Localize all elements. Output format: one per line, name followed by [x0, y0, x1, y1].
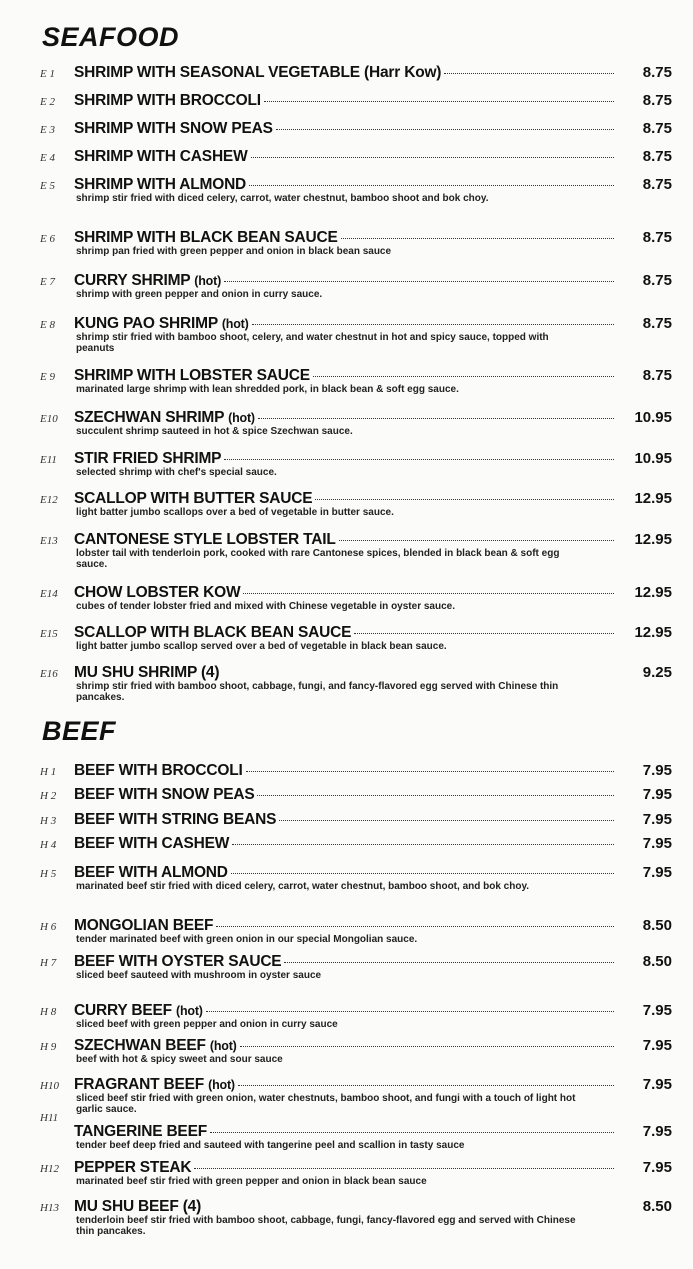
item-code: H 8: [40, 1006, 57, 1018]
item-name: [74, 92, 261, 110]
dot-leader: [354, 633, 614, 634]
item-name: [74, 1159, 191, 1177]
dot-leader: [315, 499, 614, 500]
item-code: H 6: [40, 921, 57, 933]
item-name-text: SZECHWAN SHRIMP: [74, 409, 225, 426]
menu-item: [40, 450, 672, 478]
item-code: E 4: [40, 152, 55, 164]
menu-item: [40, 762, 672, 782]
item-name-text: MU SHU SHRIMP (4): [74, 664, 220, 681]
item-name-text: SZECHWAN BEEF: [74, 1037, 206, 1054]
item-price: 7.95: [642, 1002, 672, 1019]
item-code: H12: [40, 1163, 59, 1175]
item-name-text: SHRIMP WITH BROCCOLI: [74, 92, 261, 109]
item-code: E 1: [40, 68, 55, 80]
dot-leader: [194, 1168, 614, 1169]
item-name: [74, 272, 221, 290]
item-code: E 7: [40, 276, 55, 288]
item-description: sliced beef stir fried with green onion, water chestnuts, bamboo shoot, and fungi with a touch of light hot garlic sauce.: [76, 1093, 576, 1115]
item-name: [74, 664, 219, 682]
item-description: light batter jumbo scallop served over a bed of vegetable in black bean sauce.: [76, 641, 447, 652]
dot-leader: [339, 540, 614, 541]
item-price: 8.75: [642, 272, 672, 289]
item-price: 8.50: [642, 953, 672, 970]
menu-item: [40, 917, 672, 945]
item-name: [74, 531, 336, 549]
dot-leader: [276, 129, 614, 130]
item-description: marinated large shrimp with lean shredded pork, in black bean & soft egg sauce.: [76, 384, 459, 395]
dot-leader: [257, 795, 614, 796]
item-name-text: STIR FRIED SHRIMP: [74, 450, 222, 467]
item-code: E10: [40, 413, 58, 425]
item-heat-note: (hot): [209, 1039, 237, 1053]
item-code: H 3: [40, 815, 57, 827]
item-code: E14: [40, 588, 58, 600]
menu-item: [40, 120, 672, 140]
item-description: tenderloin beef stir fried with bamboo shoot, cabbage, fungi, fancy-flavored egg and served with Chinese thin pancakes.: [76, 1215, 576, 1237]
item-name: [74, 450, 221, 468]
item-description: sliced beef sauteed with mushroom in oyster sauce: [76, 970, 322, 981]
item-name-text: SCALLOP WITH BUTTER SAUCE: [74, 490, 313, 507]
item-code: E 2: [40, 96, 55, 108]
dot-leader: [279, 820, 614, 821]
item-name: [74, 148, 248, 166]
item-description: shrimp pan fried with green pepper and onion in black bean sauce: [76, 246, 392, 257]
item-price: 7.95: [642, 762, 672, 779]
menu-item: [40, 367, 672, 395]
item-name: [74, 64, 441, 82]
item-name-text: MONGOLIAN BEEF: [74, 917, 214, 934]
item-description: succulent shrimp sauteed in hot & spice Szechwan sauce.: [76, 426, 353, 437]
dot-leader: [252, 324, 614, 325]
dot-leader: [240, 1046, 614, 1047]
dot-leader: [251, 157, 615, 158]
item-name-text: SHRIMP WITH SNOW PEAS: [74, 120, 273, 137]
item-code: H 4: [40, 839, 57, 851]
item-code: E 8: [40, 319, 55, 331]
menu-item: [40, 584, 672, 612]
item-name-text: BEEF WITH STRING BEANS: [74, 811, 277, 828]
item-heat-note: (hot): [221, 317, 249, 331]
item-name: [74, 1037, 237, 1055]
dot-leader: [231, 873, 614, 874]
item-code: H 5: [40, 868, 57, 880]
item-name: [74, 315, 249, 333]
menu-item-line: [40, 762, 672, 782]
item-price: 7.95: [642, 835, 672, 852]
menu-item: [40, 176, 672, 204]
dot-leader: [238, 1085, 614, 1086]
item-code: E 6: [40, 233, 55, 245]
item-price: 8.50: [642, 1198, 672, 1215]
item-code: H 9: [40, 1041, 57, 1053]
item-price: 8.75: [642, 64, 672, 81]
item-name-text: KUNG PAO SHRIMP: [74, 315, 218, 332]
item-heat-note: (hot): [194, 274, 222, 288]
item-name: [74, 864, 228, 882]
item-name-text: FRAGRANT BEEF: [74, 1076, 205, 1093]
item-price: 10.95: [634, 450, 672, 467]
item-code: H 1: [40, 766, 57, 778]
item-price: 7.95: [642, 1123, 672, 1140]
menu-item: [40, 835, 672, 855]
dot-leader: [243, 593, 614, 594]
item-name-text: SHRIMP WITH LOBSTER SAUCE: [74, 367, 310, 384]
item-name-text: SHRIMP WITH ALMOND: [74, 176, 247, 193]
item-price: 12.95: [634, 490, 672, 507]
item-name: [74, 584, 240, 602]
menu-item: [40, 148, 672, 168]
item-price: 8.75: [642, 120, 672, 137]
seafood-title: SEAFOOD: [42, 22, 180, 52]
item-name: [74, 1198, 201, 1216]
item-price: 8.75: [642, 92, 672, 109]
item-name-text: PEPPER STEAK: [74, 1159, 192, 1176]
item-name: [74, 1123, 207, 1141]
item-description: light batter jumbo scallops over a bed of vegetable in butter sauce.: [76, 507, 394, 518]
item-name-text: BEEF WITH SNOW PEAS: [74, 786, 255, 803]
item-name-text: BEEF WITH BROCCOLI: [74, 762, 243, 779]
item-code: E 5: [40, 180, 55, 192]
beef-title: BEEF: [42, 716, 117, 746]
menu-item: [40, 1076, 672, 1115]
item-name-text: SHRIMP WITH CASHEW: [74, 148, 248, 165]
item-code: E 9: [40, 371, 55, 383]
item-code: H10: [40, 1080, 59, 1092]
item-name: [74, 367, 310, 385]
item-description: selected shrimp with chef's special sauce.: [76, 467, 277, 478]
menu-item: [40, 864, 672, 892]
item-name: [74, 762, 243, 780]
menu-item-line: [40, 811, 672, 831]
dot-leader: [232, 844, 614, 845]
item-price: 8.75: [642, 229, 672, 246]
item-price: 7.95: [642, 1076, 672, 1093]
item-price: 7.95: [642, 1159, 672, 1176]
item-name-text: BEEF WITH ALMOND: [74, 864, 228, 881]
item-heat-note: (hot): [208, 1078, 235, 1092]
item-description: tender beef deep fried and sauteed with tangerine peel and scallion in tasty sauce: [76, 1140, 465, 1151]
menu-item: [40, 272, 672, 300]
item-code: H 2: [40, 790, 57, 802]
menu-item: [40, 1037, 672, 1065]
item-heat-note: (hot): [228, 411, 255, 425]
item-description: lobster tail with tenderloin pork, cooked with rare Cantonese spices, blended in black bean & soft egg sauce.: [76, 548, 560, 570]
item-price: 8.75: [642, 148, 672, 165]
item-name: [74, 953, 281, 971]
dot-leader: [284, 962, 614, 963]
item-name: [74, 176, 246, 194]
item-name-text: SHRIMP WITH SEASONAL VEGETABLE (Harr Kow): [74, 64, 442, 81]
menu-item-line: [40, 64, 672, 84]
item-code: E12: [40, 494, 58, 506]
item-price: 12.95: [634, 584, 672, 601]
item-name-text: CANTONESE STYLE LOBSTER TAIL: [74, 531, 336, 548]
item-code-h11: H11: [40, 1112, 59, 1124]
item-description: shrimp stir fried with diced celery, carrot, water chestnut, bamboo shoot and bok choy.: [76, 193, 489, 204]
item-price: 7.95: [642, 1037, 672, 1054]
item-code: H13: [40, 1202, 59, 1214]
item-description: sliced beef with green pepper and onion in curry sauce: [76, 1019, 338, 1030]
menu-item: [40, 1198, 672, 1237]
item-name-text: BEEF WITH OYSTER SAUCE: [74, 953, 282, 970]
item-price: 12.95: [634, 531, 672, 548]
item-description: shrimp stir fried with bamboo shoot, celery, and water chestnut in hot and spicy sauce, topped with peanuts: [76, 332, 549, 354]
menu-item: [40, 64, 672, 84]
item-name: [74, 120, 273, 138]
menu-item: [40, 229, 672, 257]
menu-item: [40, 786, 672, 806]
item-heat-note: (hot): [176, 1004, 203, 1018]
dot-leader: [206, 1011, 614, 1012]
dot-leader: [444, 73, 614, 74]
dot-leader: [341, 238, 614, 239]
menu-item: [40, 409, 672, 437]
item-description: shrimp stir fried with bamboo shoot, cabbage, fungi, and fancy-flavored egg served with Chinese thin pancakes.: [76, 681, 559, 703]
item-description: marinated beef stir fried with green pepper and onion in black bean sauce: [76, 1176, 427, 1187]
item-price: 9.25: [642, 664, 672, 681]
item-name: [74, 409, 255, 427]
menu-item-line: [40, 92, 672, 112]
item-name: [74, 624, 351, 642]
item-code: E16: [40, 668, 58, 680]
menu-item: [40, 1159, 672, 1187]
menu-item: [40, 490, 672, 518]
item-name: [74, 1076, 235, 1094]
menu-item: [40, 1123, 672, 1151]
item-code: H 7: [40, 957, 57, 969]
item-price: 8.75: [642, 176, 672, 193]
menu-item: [40, 531, 672, 570]
dot-leader: [313, 376, 614, 377]
item-name-text: BEEF WITH CASHEW: [74, 835, 230, 852]
item-name: [74, 1002, 203, 1020]
item-code: E 3: [40, 124, 55, 136]
item-description: shrimp with green pepper and onion in curry sauce.: [76, 289, 323, 300]
dot-leader: [264, 101, 614, 102]
menu-item-line: [40, 786, 672, 806]
item-code: E11: [40, 454, 57, 466]
item-description: beef with hot & spicy sweet and sour sauce: [76, 1054, 283, 1065]
item-name-text: SCALLOP WITH BLACK BEAN SAUCE: [74, 624, 352, 641]
item-name-text: SHRIMP WITH BLACK BEAN SAUCE: [74, 229, 338, 246]
item-name: [74, 917, 213, 935]
item-name: [74, 835, 229, 853]
item-price: 8.75: [642, 315, 672, 332]
item-price: 8.75: [642, 367, 672, 384]
dot-leader: [249, 185, 614, 186]
dot-leader: [246, 771, 614, 772]
menu-item: [40, 811, 672, 831]
item-price: 7.95: [642, 786, 672, 803]
menu-item: [40, 315, 672, 354]
item-name: [74, 786, 254, 804]
dot-leader: [210, 1132, 614, 1133]
menu-item: [40, 953, 672, 981]
item-name-text: TANGERINE BEEF: [74, 1123, 207, 1140]
menu-item-line: [40, 148, 672, 168]
item-description: tender marinated beef with green onion in our special Mongolian sauce.: [76, 934, 418, 945]
item-name-text: CURRY BEEF: [74, 1002, 172, 1019]
item-price: 10.95: [634, 409, 672, 426]
item-price: 7.95: [642, 811, 672, 828]
dot-leader: [216, 926, 614, 927]
item-code: E15: [40, 628, 58, 640]
dot-leader: [224, 281, 614, 282]
item-name-text: CURRY SHRIMP: [74, 272, 191, 289]
menu-item: [40, 664, 672, 703]
item-name: [74, 811, 276, 829]
item-name-text: MU SHU BEEF (4): [74, 1198, 202, 1215]
item-price: 12.95: [634, 624, 672, 641]
item-price: 7.95: [642, 864, 672, 881]
menu-item: [40, 92, 672, 112]
item-description: cubes of tender lobster fried and mixed with Chinese vegetable in oyster sauce.: [76, 601, 455, 612]
dot-leader: [224, 459, 614, 460]
dot-leader: [258, 418, 614, 419]
item-description: marinated beef stir fried with diced celery, carrot, water chestnut, bamboo shoot, and bok choy.: [76, 881, 530, 892]
item-name: [74, 229, 338, 247]
item-price: 8.50: [642, 917, 672, 934]
menu-item: [40, 1002, 672, 1030]
menu-item: [40, 624, 672, 652]
menu-item-line: [40, 835, 672, 855]
item-code: E13: [40, 535, 58, 547]
item-name: [74, 490, 312, 508]
menu-item-line: [40, 120, 672, 140]
item-name-text: CHOW LOBSTER KOW: [74, 584, 241, 601]
